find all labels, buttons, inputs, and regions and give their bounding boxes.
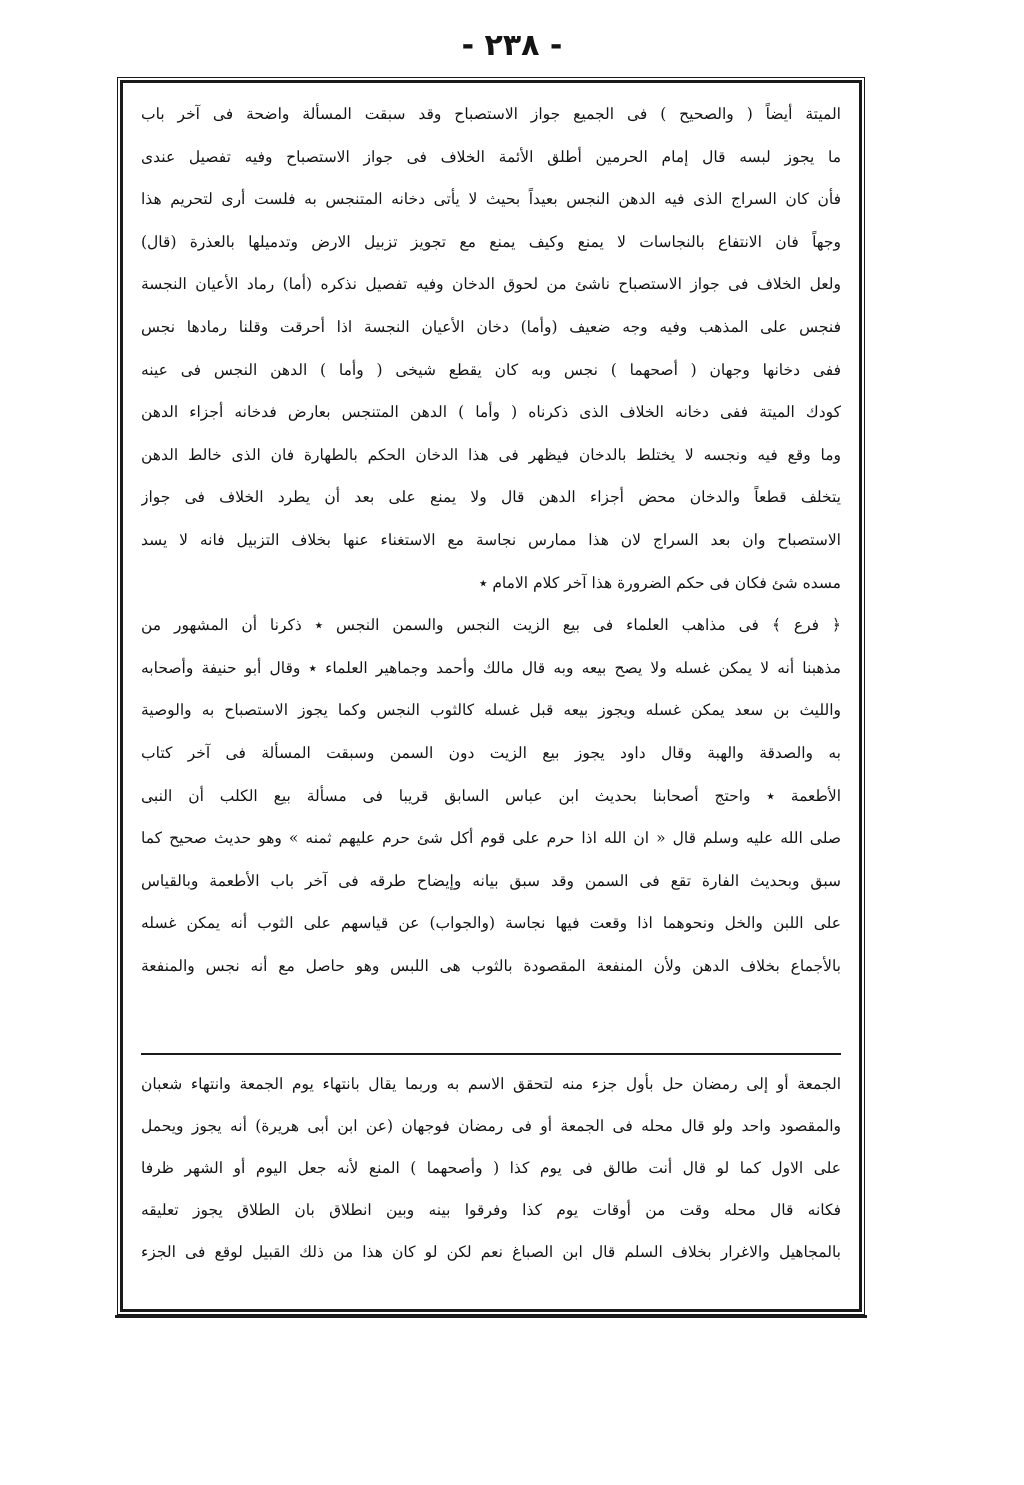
main-line: سبق وبحديث الفارة تقع فى السمن وقد سبق بيانه وإيضاح طرقه فى آخر باب الأطعمة وبالقياس <box>141 871 841 890</box>
footnote-text-block <box>141 1063 841 1273</box>
main-line: كودك الميتة ففى دخانه الخلاف الذى ذكرناه ( وأما ) الدهن المتنجس بعارض فدخانه أجزاء الدهن <box>141 403 841 422</box>
footnote-divider <box>141 1053 841 1055</box>
main-line: صلى الله عليه وسلم قال « ان الله اذا حرم على قوم أكل شئ حرم عليهم ثمنه » وهو حديث صحيح كما <box>141 829 841 848</box>
main-line: بالأجماع بخلاف الدهن ولأن المنفعة المقصودة بالثوب هى اللبس وهو حاصل مع أنه نجس والمنفعة <box>141 956 841 975</box>
main-line: يتخلف قطعاً والدخان محض أجزاء الدهن قال ولا يمنع على بعد أن يطرد الخلاف فى جواز <box>141 488 841 507</box>
footnote-line: بالمجاهيل والاغرار بخلاف السلم قال ابن الصباغ نعم لكن لو كان هذا من ذلك القبيل لوقع فى الجزء <box>141 1243 841 1261</box>
main-line: به والصدقة والهبة وقال داود يجوز بيع الزيت دون السمن وسبقت المسألة فى آخر كتاب <box>141 743 841 762</box>
main-line: مذهبنا أنه لا يمكن غسله ولا يصح بيعه وبه قال مالك وأحمد وجماهير العلماء ٭ وقال أبو حنيفة وأصحابه <box>141 658 841 677</box>
footnote-line: على الاول كما لو قال أنت طالق فى يوم كذا ( وأصحهما ) المنع لأنه جعل اليوم أو الشهر ظرفا <box>141 1159 841 1177</box>
main-line: فأن كان السراج الذى فيه الدهن النجس بعيداً بحيث لا يأتى دخانه المتنجس به فلست أرى لتحريم هذا <box>141 190 841 209</box>
page-number: - ٢٣٨ - <box>461 28 563 63</box>
main-line: مسده شئ فكان فى حكم الضرورة هذا آخر كلام الامام ٭ <box>478 573 841 592</box>
main-line: الميتة أيضاً ( والصحيح ) فى الجميع جواز الاستصباح وقد سبقت المسألة واضحة فى آخر باب <box>141 105 841 123</box>
main-text-block <box>141 93 841 987</box>
main-line: وما وقع فيه ونجسه لا يختلط بالدخان فيظهر فى هذا الدخان الحكم بالطهارة فان الذى خالط الدهن <box>141 445 841 464</box>
footnote-line: فكانه قال محله وقت من أوقات يوم كذا وفرقوا بينه وبين انطلاق بان الطلاق يجوز تعليقه <box>141 1201 841 1219</box>
main-line: ما يجوز لبسه قال إمام الحرمين أطلق الأئمة الخلاف فى جواز الاستصباح وفيه تفصيل عندى <box>141 147 841 166</box>
main-line: ﴿ فرع ﴾ فى مذاهب العلماء فى بيع الزيت النجس والسمن النجس ٭ ذكرنا أن المشهور من <box>141 616 841 635</box>
main-line: على اللبن والخل ونحوهما اذا وقعت فيها نجاسة (والجواب) عن قياسهم على الثوب أنه يمكن غسله <box>141 914 841 933</box>
page-frame <box>120 80 862 1312</box>
main-line: ولعل الخلاف فى جواز الاستصباح ناشئ من لحوق الدخان وفيه تفصيل نذكره (أما) رماد الأعيان النجسة <box>141 275 841 294</box>
main-line: والليث بن سعد يمكن غسله ويجوز بيعه قبل غسله كالثوب النجس وكما يجوز الاستصباح به والوصية <box>141 701 841 720</box>
main-line: وجهاً فان الانتفاع بالنجاسات لا يمنع وكيف يمنع مع تجويز تزبيل الارض وتدميلها بالعذرة (قال) <box>141 232 841 251</box>
main-line: الأطعمة ٭ واحتج أصحابنا بحديث ابن عباس السابق قريبا فى مسألة بيع الكلب أن النبى <box>141 786 841 805</box>
main-line: الاستصباح وان بعد السراج لان هذا ممارس نجاسة مع الاستغناء عنها بخلاف التزبيل فانه لا يسد <box>141 530 841 549</box>
footnote-line: والمقصود واحد ولو قال محله فى الجمعة أو فى رمضان فوجهان (عن ابن أبى هريرة) أنه يجوز ويحمل <box>141 1117 841 1135</box>
main-line: ففى دخانها وجهان ( أصحهما ) نجس وبه كان يقطع شيخى ( وأما ) الدهن النجس فى عينه <box>141 360 841 379</box>
footnote-line: الجمعة أو إلى رمضان حل بأول جزء منه لتحقق الاسم به وربما يقال بانتهاء يوم الجمعة وانتهاء شعبان <box>141 1075 841 1093</box>
main-line: فنجس على المذهب وفيه وجه ضعيف (وأما) دخان الأعيان النجسة اذا أحرقت وقلنا رمادها نجس <box>141 317 841 336</box>
